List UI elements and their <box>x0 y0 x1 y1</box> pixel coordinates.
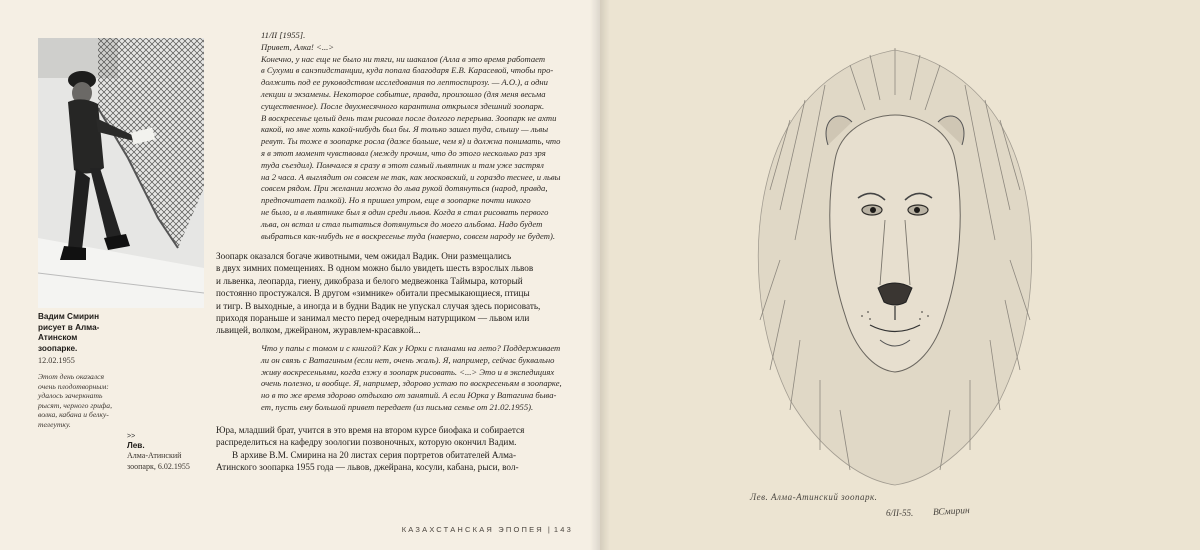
letter-quote-2 <box>261 343 573 414</box>
text-line: существенное). После двухмесячного карантина открылся здешний зоопарк. <box>261 100 545 111</box>
artist-signature: ВСмирин <box>932 506 970 518</box>
photo-caption <box>38 312 118 430</box>
drawing-reference <box>127 432 207 472</box>
text-line: туда съездил). Помчался я сразу в этот самый львятник и там уже застрял <box>261 159 544 170</box>
text-line: ли он связь с Ватагиным (если нет, очень жаль). Я, например, сейчас буквально <box>261 354 555 365</box>
text-line: очень полезно, и вообще. Я, например, здорово устаю по воскресеньям в зоопарке, <box>261 378 562 389</box>
text-line: какой, но мне хоть какой-нибудь был бы. Я только зашел туда, слышу — львы <box>261 124 549 135</box>
text-line: я в этот момент чувствовал (между прочим, что до этого несколько раз зря <box>261 147 546 158</box>
running-footer <box>398 525 573 534</box>
drawing-date: 6/II-55. <box>886 508 914 518</box>
body-paragraph-2 <box>216 424 576 474</box>
text-line: постоянно простужался. В другом «зимнике» обитали пресмыкающиеся, птицы <box>216 288 530 299</box>
text-line: должить под ее руководством исследования по лептоспирозу. — А.О.), а одни <box>261 77 548 88</box>
text-line: в Сухуми в санэпидстанции, куда попала благодаря Е.В. Карасевой, чтобы про- <box>261 65 554 76</box>
text-line: живу воскресеньями, когда езжу в зоопарк рисовать. <...> Это и в экспедициях <box>261 366 555 377</box>
text-line: В архиве В.М. Смирина на 20 листах серия портретов обитателей Алма- <box>232 449 517 460</box>
text-line: Привет, Алка! <...> <box>261 41 335 52</box>
photo-caption-note: Этот день оказался очень плодотворным: удалось зачеркнать рысят, черного грифа, волка, кабана и белку-телеутку. <box>38 372 112 429</box>
text-line: не было, и в львятнике был я один среди львов. Когда я стал рисовать первого <box>261 206 549 217</box>
photo-caption-title: Вадим Смирин рисует в Алма-Атинском зоопарке. <box>38 312 100 353</box>
text-line: Что у папы с томом и с книгой? Как у Юрки с планами на лето? Поддерживает <box>261 343 561 353</box>
photo-caption-date: 12.02.1955 <box>38 356 75 365</box>
text-line: 11/II [1955]. <box>261 30 306 40</box>
text-line: на 2 часа. А выглядит он совсем не так, как московский, и гораздо теснее, и львы <box>261 171 561 182</box>
text-line: и львенка, леопарда, гиену, дикобраза и белого медвежонка Таймыра, который <box>216 275 523 286</box>
text-line: Конечно, у нас еще не было ни тяги, ни шакалов (Алла в это время работает <box>261 53 546 64</box>
text-line: приходя пораньше и занимал место перед очередным натурщиком — львом или <box>216 313 530 324</box>
text-line: ет, пусть ему большой привет передает (из письма семье от 21.02.1955). <box>261 401 534 412</box>
footer-section-title: КАЗАХСТАНСКАЯ ЭПОПЕЯ <box>401 525 544 534</box>
arrow-right-icon: >> <box>127 433 136 440</box>
page-number: 143 <box>553 525 573 534</box>
footer-separator: | <box>547 525 550 534</box>
text-line: предпочитает палкой). Но я пришел утром, еще в зоопарке почти никого <box>261 195 531 206</box>
archival-photo <box>38 38 204 308</box>
drawing-reference-title: Лев. <box>127 441 145 450</box>
letter-quote-1 <box>261 30 573 242</box>
text-line: Зоопарк оказался богаче животными, чем ожидал Вадик. Они размещались <box>216 251 512 261</box>
text-line: Юра, младший брат, учится в это время на втором курсе биофака и собирается <box>216 425 525 435</box>
text-line: В воскресенье целый день там рисовал после долгого перерыва. Зоопарк не ахти <box>261 112 557 123</box>
text-line: совсем рядом. При желании можно до льва рукой дотянуться (народ, правда, <box>261 183 548 194</box>
text-line: львицей, волком, джейраном, журавлем-красавкой... <box>216 325 421 336</box>
text-line: льва, он встал и стал пытаться дотянуться до моего альбома. Надо будет <box>261 218 543 229</box>
body-paragraph-1 <box>216 250 576 337</box>
text-line: и тигр. В выходные, а иногда и в будни Вадик не упускал случая здесь порисовать, <box>216 300 541 311</box>
text-line: но в то же время здорово отдыхаю от занятий. А если Юрка у Ватагина быва- <box>261 390 557 401</box>
text-line: ревут. Ты тоже в зоопарке росла (даже больше, чем я) и должна понимать, что <box>261 136 561 147</box>
drawing-inscription: Лев. Алма-Атинский зоопарк. <box>750 492 878 502</box>
text-line: распределиться на кафедру зоологии позвоночных, которую окончил Вадим. <box>216 437 517 448</box>
text-line: лекции и экзамены. Некоторое событие, правда, произошло (для меня весьма <box>261 88 546 99</box>
text-line: выбраться как-нибудь не в воскресенье туда (наверно, совсем народу не будет). <box>261 230 555 241</box>
text-line: в двух зимних помещениях. В одном можно было увидеть шесть взрослых львов <box>216 263 534 274</box>
right-page <box>600 0 1200 550</box>
photo-man-drawing-at-zoo <box>38 38 204 308</box>
lion-portrait-drawing <box>730 40 1060 490</box>
book-gutter-shadow <box>590 0 610 550</box>
drawing-reference-subtitle: Алма-Атинский зоопарк, 6.02.1955 <box>127 451 190 471</box>
text-line: Атинского зоопарка 1955 года — львов, джейрана, косули, кабана, рыси, вол- <box>216 462 519 473</box>
